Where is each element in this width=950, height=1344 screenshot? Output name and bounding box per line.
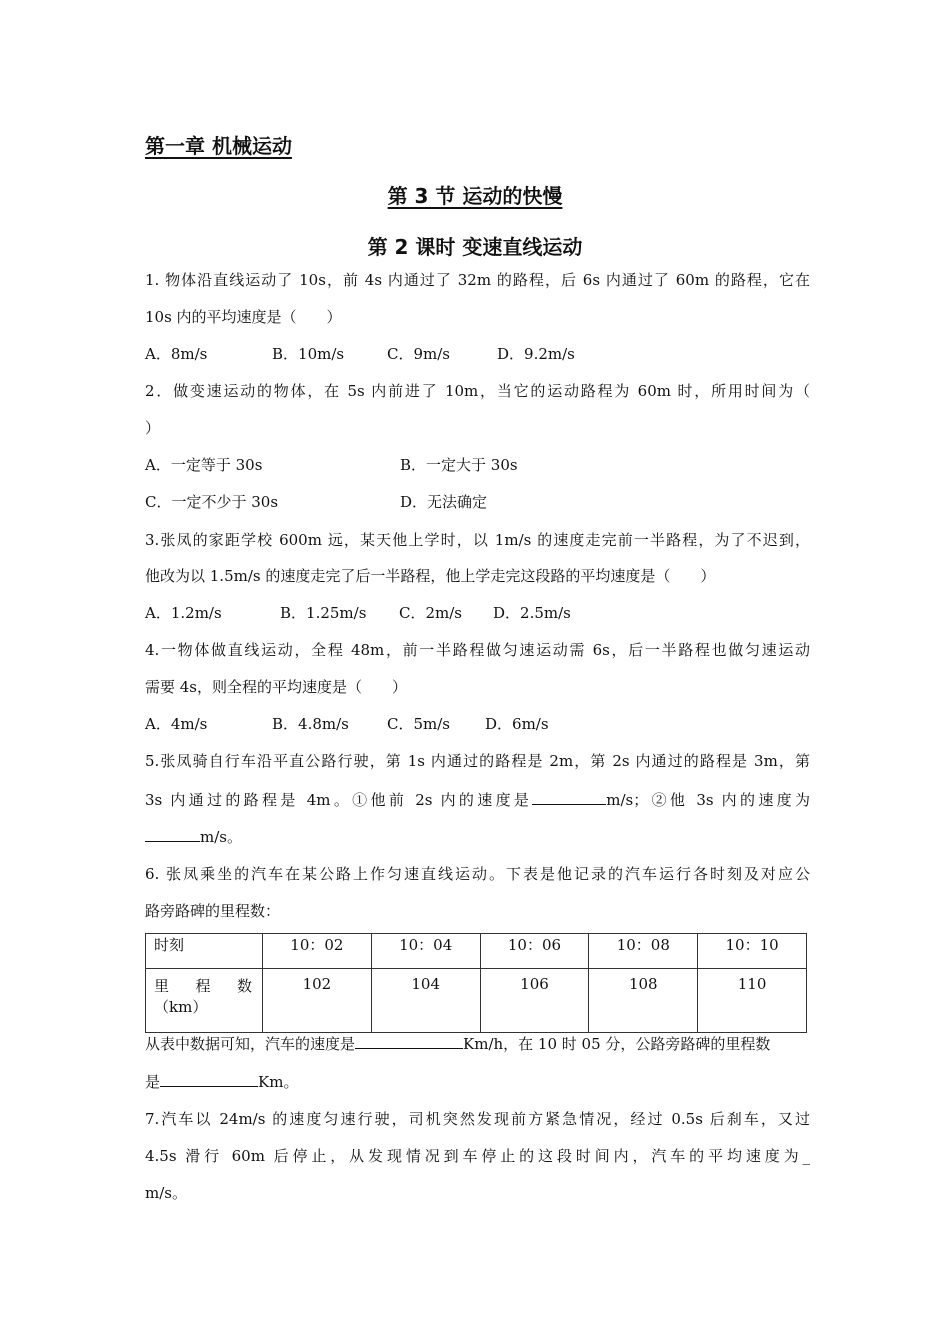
mileage-unit: （km） — [154, 998, 208, 1016]
q6-blank-mileage[interactable] — [160, 1071, 258, 1087]
q5-text-c: m/s。 — [200, 828, 242, 846]
question-5-line-2 — [145, 789, 810, 810]
q5-text-a: 3s 内通过的路程是 4m。①他前 2s 内的速度是 — [145, 791, 533, 809]
q3-option-b: B．1.25m/s — [280, 604, 367, 622]
q6-text-a: 从表中数据可知，汽车的速度是 — [145, 1035, 356, 1053]
table-cell-time: 10：04 — [371, 934, 480, 969]
question-6-after-line-1 — [145, 1033, 810, 1054]
q6-text-b: Km/h，在 10 时 05 分，公路旁路碑的里程数 — [463, 1035, 771, 1053]
q1-option-c: C．9m/s — [387, 345, 450, 363]
section-title: 第 3 节 运动的快慢 — [387, 184, 563, 208]
question-7-line-2: 4.5s 滑行 60m 后停止，从发现情况到车停止的这段时间内，汽车的平均速度为_ — [145, 1147, 810, 1165]
table-header-mileage — [146, 969, 263, 1033]
table-cell-time: 10：08 — [589, 934, 698, 969]
table-cell-time: 10：10 — [698, 934, 807, 969]
q5-text-b: m/s；②他 3s 内的速度为 — [606, 791, 810, 809]
q3-option-c: C．2m/s — [399, 604, 462, 622]
table-row-times — [146, 934, 807, 969]
q2-option-b: B．一定大于 30s — [400, 456, 518, 474]
table-cell-time: 10：02 — [263, 934, 372, 969]
table-cell-mileage: 104 — [371, 969, 480, 1033]
mileage-label: 里 程 数 — [154, 977, 252, 995]
table-row-mileage — [146, 969, 807, 1033]
q5-blank-1[interactable] — [532, 789, 606, 805]
q4-option-d: D．6m/s — [485, 715, 549, 733]
mileage-table — [145, 933, 807, 1033]
table-header-time: 时刻 — [146, 934, 263, 969]
question-3-line-1: 3.张凤的家距学校 600m 远，某天他上学时，以 1m/s 的速度走完前一半路程，为了不迟到， — [145, 531, 810, 549]
chapter-title: 第一章 机械运动 — [145, 134, 292, 158]
question-7-line-1: 7.汽车以 24m/s 的速度匀速行驶，司机突然发现前方紧急情况，经过 0.5s 后刹车，又过 — [145, 1110, 810, 1128]
question-6-line-2: 路旁路碑的里程数： — [145, 902, 281, 920]
question-4-line-2: 需要 4s，则全程的平均速度是（ ） — [145, 678, 408, 696]
question-6-after-line-2 — [145, 1071, 810, 1092]
q3-option-d: D．2.5m/s — [493, 604, 571, 622]
lesson-title: 第 2 课时 变速直线运动 — [367, 235, 583, 259]
q1-option-d: D．9.2m/s — [497, 345, 575, 363]
q6-text-d: Km。 — [258, 1073, 299, 1091]
question-3-line-2: 他改为以 1.5m/s 的速度走完了后一半路程，他上学走完这段路的平均速度是（ ） — [145, 567, 716, 585]
question-4-line-1: 4.一物体做直线运动，全程 48m，前一半路程做匀速运动需 6s，后一半路程也做匀速运动 — [145, 641, 810, 659]
question-6-line-1: 6. 张凤乘坐的汽车在某公路上作匀速直线运动。下表是他记录的汽车运行各时刻及对应公 — [145, 865, 810, 883]
q4-option-a: A．4m/s — [145, 715, 208, 733]
table-cell-mileage: 110 — [698, 969, 807, 1033]
q1-option-a: A．8m/s — [145, 345, 208, 363]
q5-blank-2[interactable] — [145, 826, 200, 842]
table-cell-mileage: 102 — [263, 969, 372, 1033]
table-cell-time: 10：06 — [480, 934, 589, 969]
table-cell-mileage: 106 — [480, 969, 589, 1033]
question-1-line-2: 10s 内的平均速度是（ ） — [145, 308, 342, 326]
table-cell-mileage: 108 — [589, 969, 698, 1033]
q3-option-a: A．1.2m/s — [145, 604, 222, 622]
question-5-line-1: 5.张凤骑自行车沿平直公路行驶，第 1s 内通过的路程是 2m，第 2s 内通过的路程是 3m，第 — [145, 752, 810, 770]
question-2-line-1: 2．做变速运动的物体，在 5s 内前进了 10m，当它的运动路程为 60m 时，所用时间为（ — [145, 382, 810, 400]
question-7-line-3: m/s。 — [145, 1184, 187, 1202]
q2-option-a: A．一定等于 30s — [145, 456, 263, 474]
q2-option-c: C．一定不少于 30s — [145, 493, 279, 511]
q4-option-c: C．5m/s — [387, 715, 450, 733]
question-5-line-3 — [145, 826, 810, 847]
q6-blank-speed[interactable] — [355, 1033, 463, 1049]
q1-option-b: B．10m/s — [272, 345, 345, 363]
q2-option-d: D．无法确定 — [400, 493, 488, 511]
question-2-line-2: ） — [145, 419, 161, 437]
q6-text-c: 是 — [145, 1073, 161, 1091]
question-1-line-1: 1. 物体沿直线运动了 10s，前 4s 内通过了 32m 的路程，后 6s 内通过了 60m 的路程，它在 — [145, 271, 810, 289]
q4-option-b: B．4.8m/s — [272, 715, 349, 733]
